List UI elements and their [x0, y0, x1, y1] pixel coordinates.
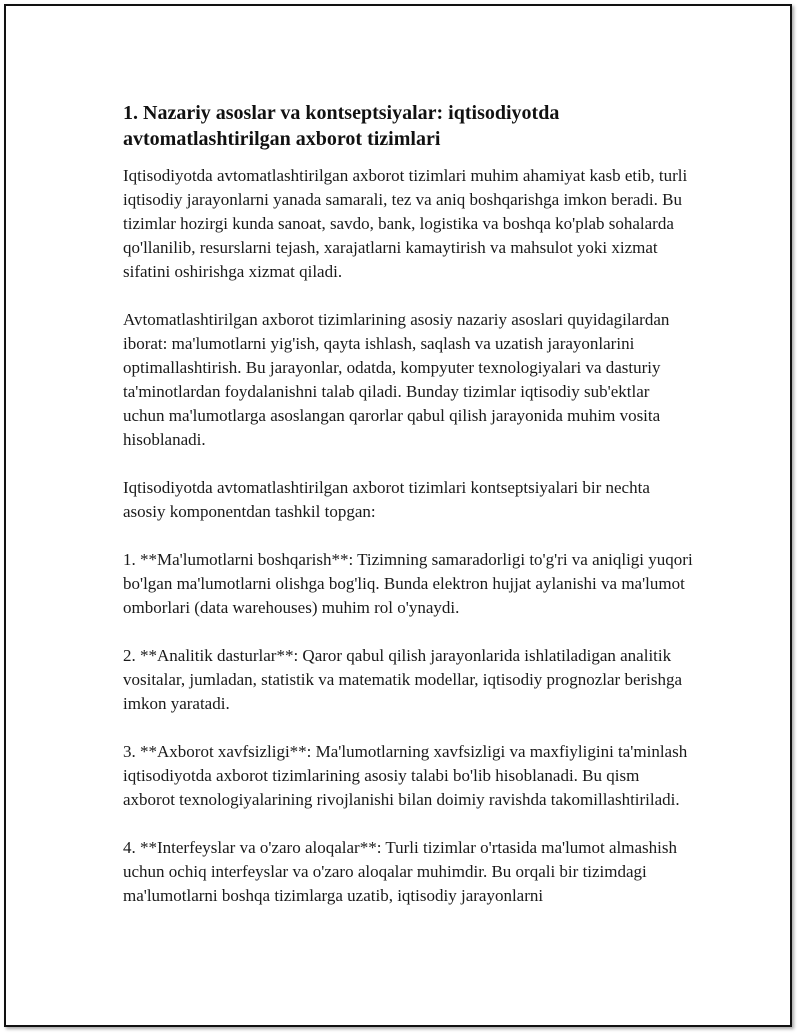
list-item-interfaces: 4. **Interfeyslar va o'zaro aloqalar**: Turli tizimlar o'rtasida ma'lumot almashish uchun ochiq interfeyslar va o'zaro aloqalar muhimdir. Bu orqali bir tizimdagi ma'lumotlarni boshqa tizimlarga uzatib, iqtisodiy jarayonlarni: [123, 838, 677, 905]
paragraph-theory: Avtomatlashtirilgan axborot tizimlarining asosiy nazariy asoslari quyidagilardan iborat: ma'lumotlarni yig'ish, qayta ishlash, saqlash va uzatish jarayonlarini optimallashtirish. Bu jarayonlar, odatda, kompyuter texnologiyalari va dasturiy ta'minotlardan foydalanishni talab qiladi. Bunday tizimlar iqtisodiy sub'ektlar uchun ma'lumotlarga asoslangan qarorlar qabul qilish jarayonida muhim vosita hisoblanadi.: [123, 310, 670, 449]
list-item-analytic-programs: 2. **Analitik dasturlar**: Qaror qabul qilish jarayonlarida ishlatiladigan analitik vositalar, jumladan, statistik va matematik modellar, iqtisodiy prognozlar berishga imkon yaratadi.: [123, 646, 683, 713]
page-frame: [4, 4, 792, 1027]
paragraph-components-intro: Iqtisodiyotda avtomatlashtirilgan axborot tizimlari kontseptsiyalari bir nechta asosiy komponentdan tashkil topgan:: [123, 478, 650, 521]
section-heading: 1. Nazariy asoslar va kontseptsiyalar: iqtisodiyotda avtomatlashtirilgan axborot tizimlari: [123, 102, 560, 150]
document-body: [123, 100, 693, 932]
paragraph-intro: Iqtisodiyotda avtomatlashtirilgan axborot tizimlari muhim ahamiyat kasb etib, turli iqtisodiy jarayonlarni yanada samarali, tez va aniq boshqarishga imkon beradi. Bu tizimlar hozirgi kunda sanoat, savdo, bank, logistika va boshqa ko'plab sohalarda qo'llanilib, resurslarni tejash, xarajatlarni kamaytirish va mahsulot yoki xizmat sifatini oshirishga xizmat qiladi.: [123, 166, 688, 281]
list-item-data-management: 1. **Ma'lumotlarni boshqarish**: Tizimning samaradorligi to'g'ri va aniqligi yuqori bo'lgan ma'lumotlarni olishga bog'liq. Bunda elektron hujjat aylanishi va ma'lumot omborlari (data warehouses) muhim rol o'ynaydi.: [123, 550, 693, 617]
list-item-information-security: 3. **Axborot xavfsizligi**: Ma'lumotlarning xavfsizligi va maxfiyligini ta'minlash iqtisodiyotda axborot tizimlarining asosiy talabi bo'lib hisoblanadi. Bu qism axborot texnologiyalarining rivojlanishi bilan doimiy ravishda takomillashtiriladi.: [123, 742, 688, 809]
